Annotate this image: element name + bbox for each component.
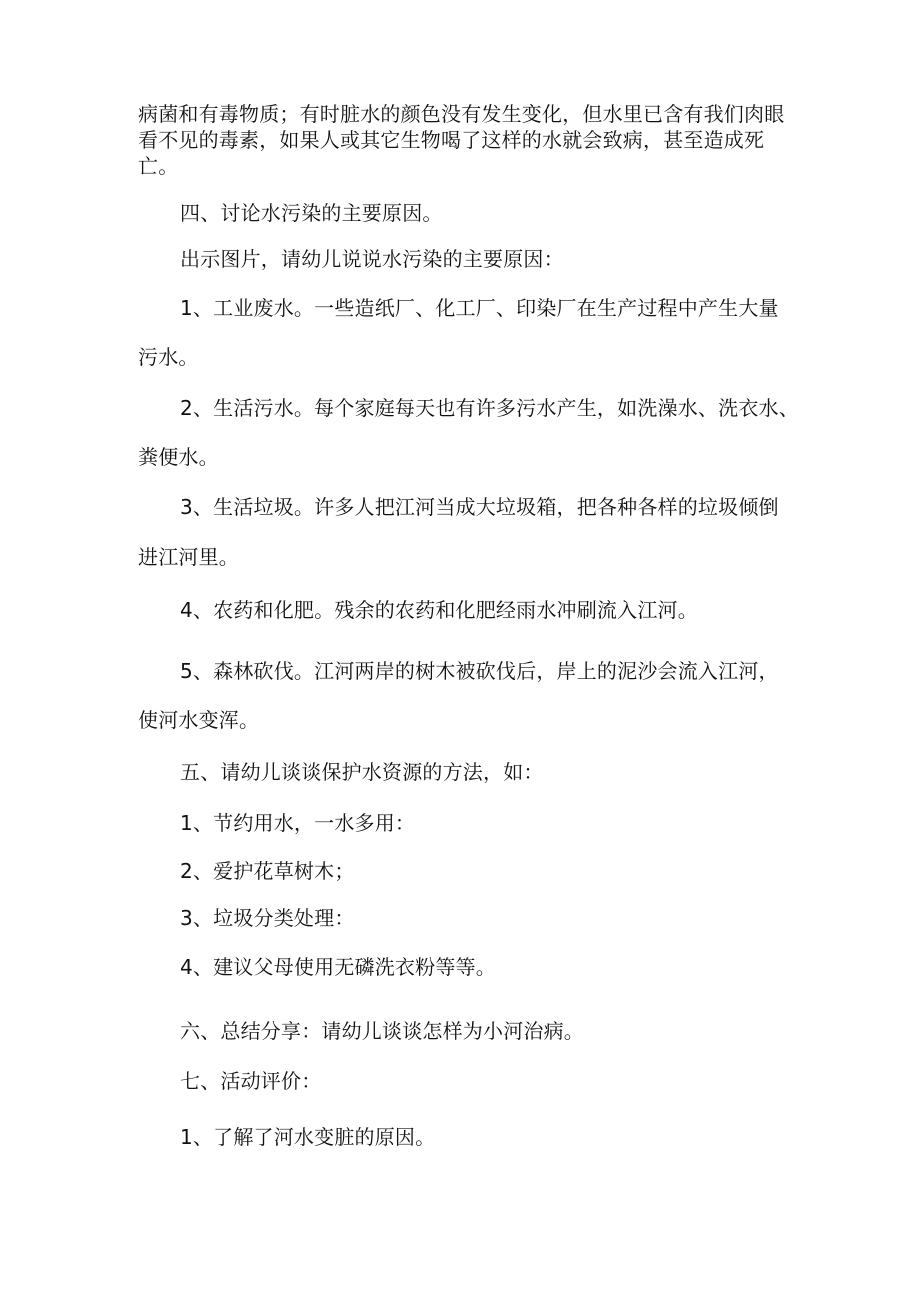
list-item-5: 5、森林砍伐。江河两岸的树木被砍伐后，岸上的泥沙会流入江河，	[180, 659, 779, 683]
list-item-3-continuation: 进江河里。	[138, 545, 239, 569]
section-heading-5: 五、请幼儿谈谈保护水资源的方法，如：	[180, 760, 544, 784]
section-intro: 出示图片，请幼儿说说水污染的主要原因：	[180, 247, 564, 271]
paragraph-line: 亡。	[138, 154, 179, 178]
list-item-2: 2、生活污水。每个家庭每天也有许多污水产生，如洗澡水、洗衣水、	[180, 396, 799, 420]
list-item-1-continuation: 污水。	[138, 345, 199, 369]
list-item-5-continuation: 使河水变浑。	[138, 708, 260, 732]
section-heading-6: 六、总结分享：请幼儿谈谈怎样为小河治病。	[180, 1019, 584, 1043]
list-item-1: 1、工业废水。一些造纸厂、化工厂、印染厂在生产过程中产生大量	[180, 296, 779, 320]
method-item-2: 2、爱护花草树木；	[180, 859, 355, 883]
list-item-4: 4、农药和化肥。残余的农药和化肥经雨水冲刷流入江河。	[180, 598, 698, 622]
method-item-4: 4、建议父母使用无磷洗衣粉等等。	[180, 955, 496, 979]
paragraph-line: 病菌和有毒物质；有时脏水的颜色没有发生变化，但水里已含有我们肉眼	[138, 102, 785, 126]
list-item-2-continuation: 粪便水。	[138, 445, 219, 469]
section-heading-4: 四、讨论水污染的主要原因。	[180, 201, 443, 225]
section-heading-7: 七、活动评价：	[180, 1069, 322, 1093]
evaluation-item-1: 1、了解了河水变脏的原因。	[180, 1125, 436, 1149]
method-item-3: 3、垃圾分类处理：	[180, 906, 355, 930]
method-item-1: 1、节约用水，一水多用：	[180, 811, 416, 835]
list-item-3: 3、生活垃圾。许多人把江河当成大垃圾箱，把各种各样的垃圾倾倒	[180, 495, 779, 519]
paragraph-line: 看不见的毒素，如果人或其它生物喝了这样的水就会致病，甚至造成死	[138, 128, 765, 152]
